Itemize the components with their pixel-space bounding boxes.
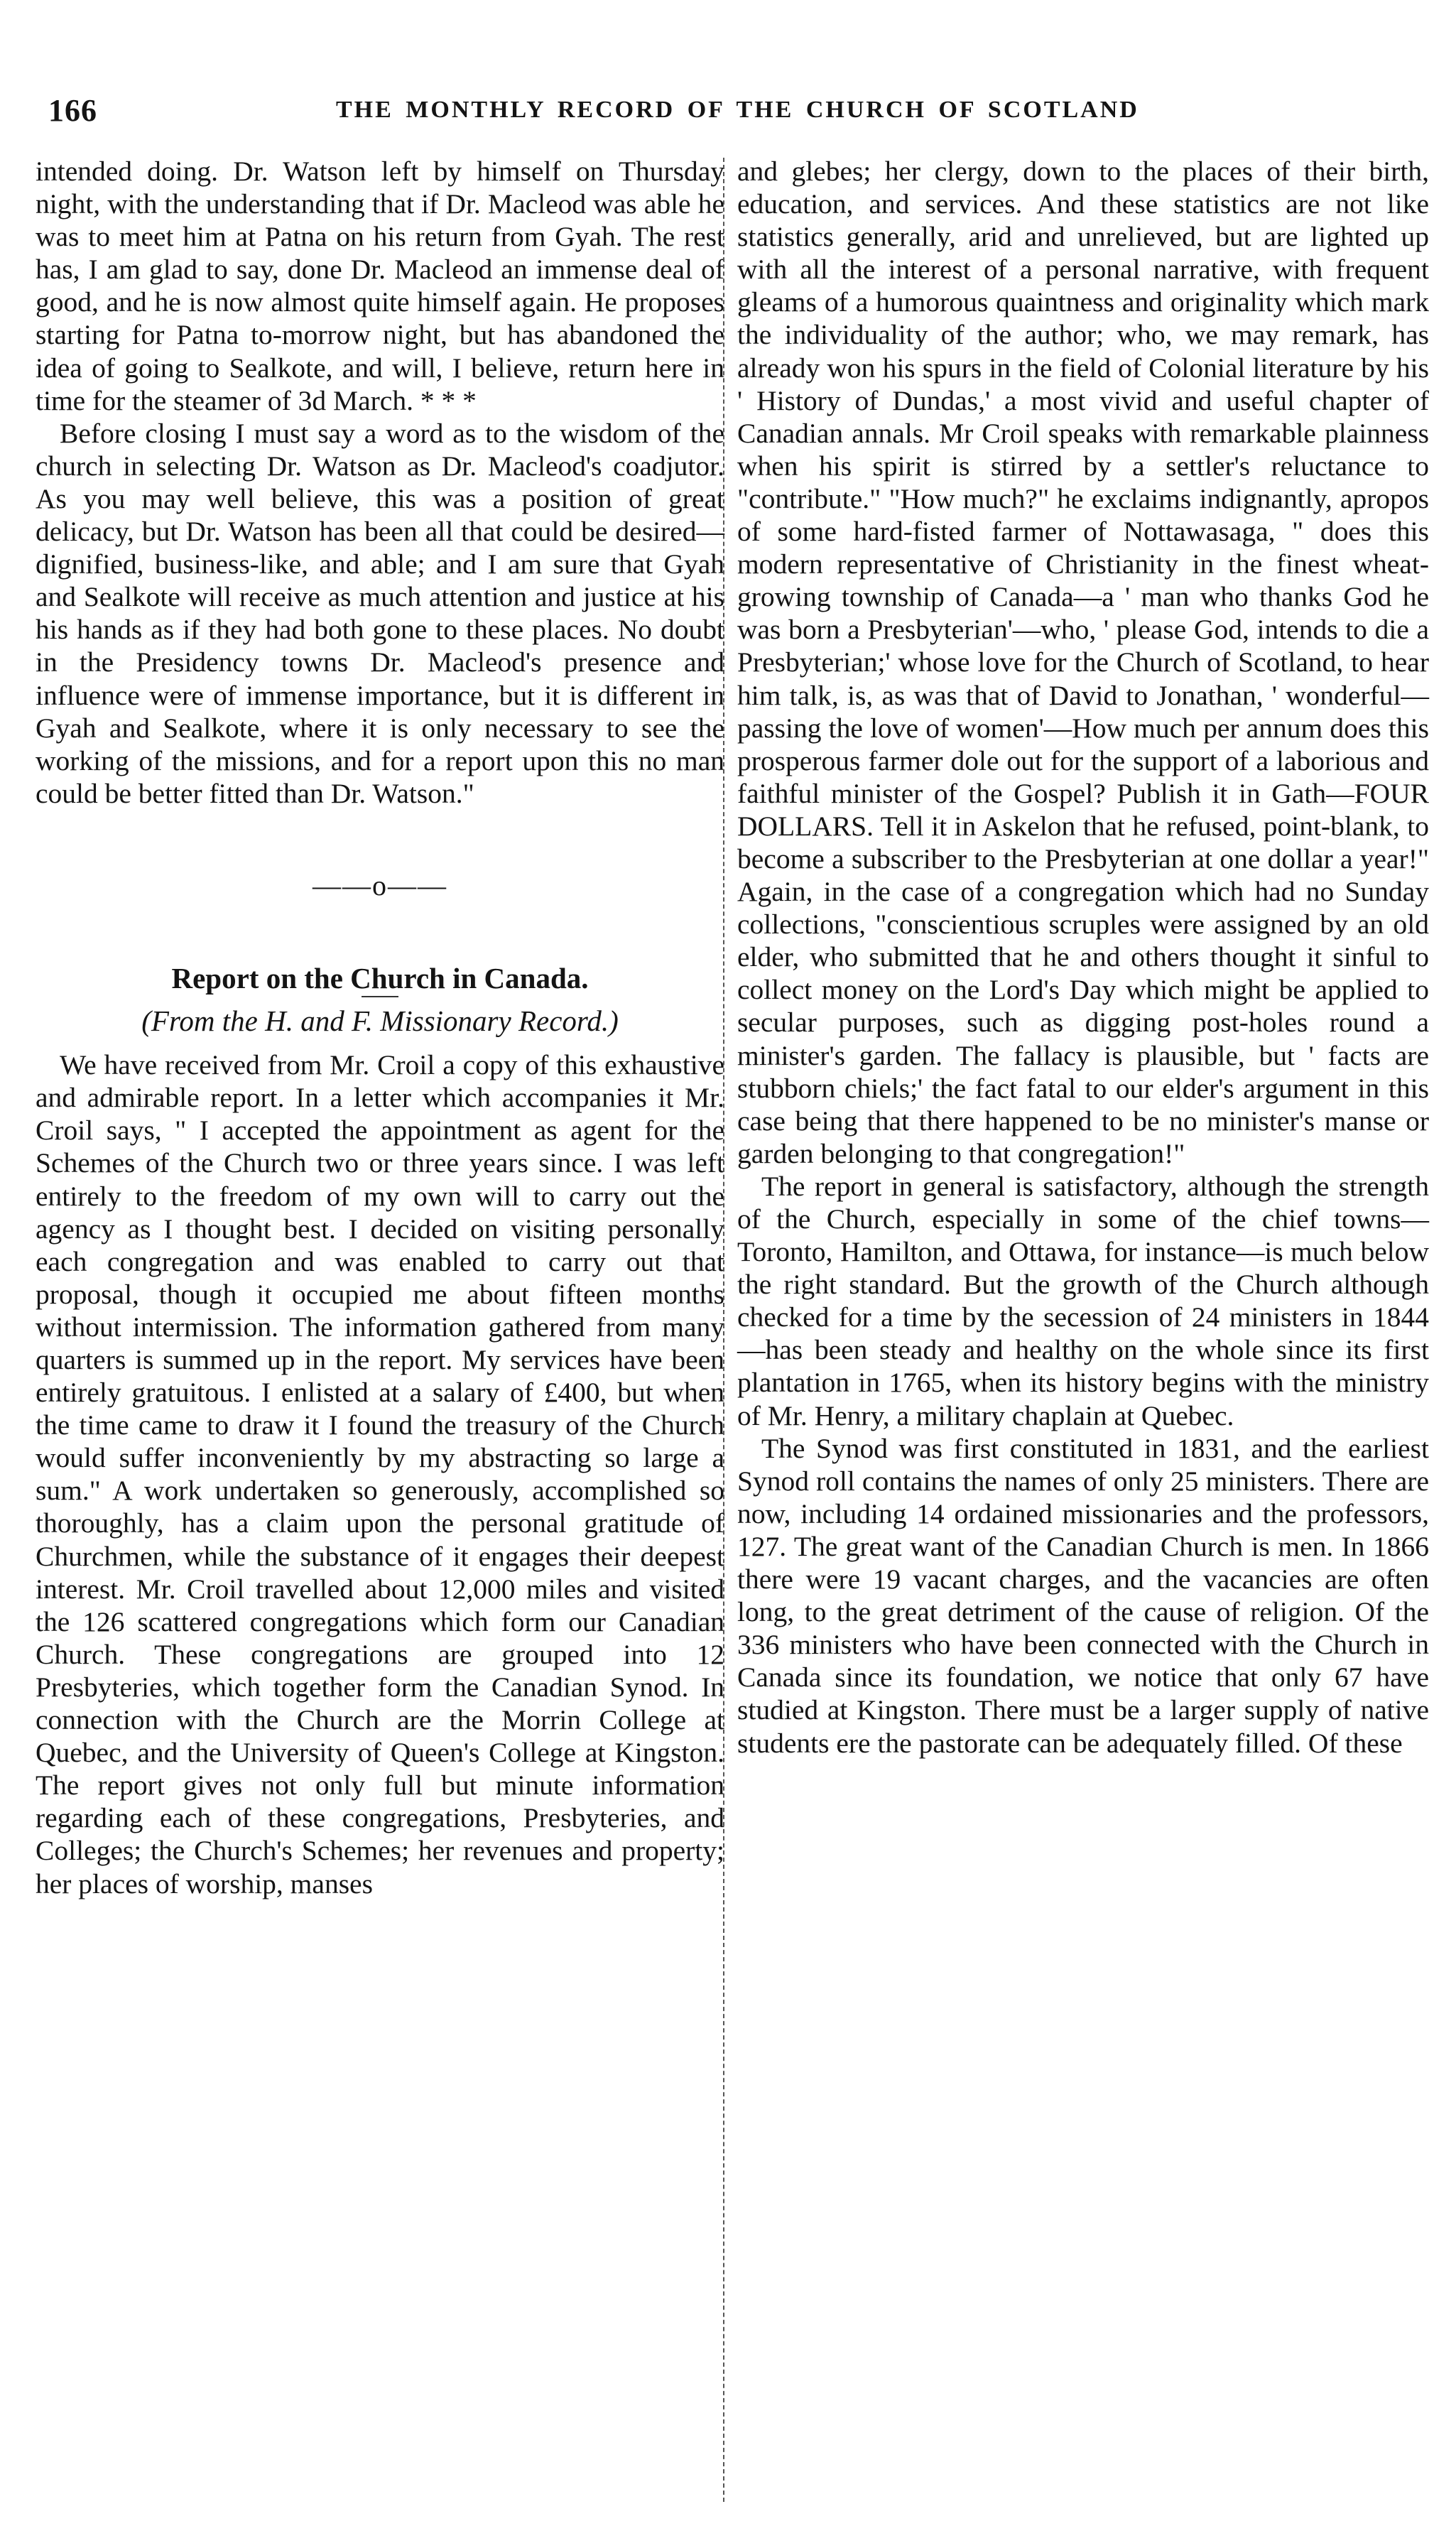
right-paragraph-2: The report in general is satisfactory, although the strength of the Church, especially in some of the chief towns—Toronto, Hamilton, and Ottawa, for instance—is much below the right standard. But the growth of the Church although checked for a time by the secession of 24 ministers in 1844—has been steady and healthy on the whole since its first plantation in 1765, when its history begins with the ministry of Mr. Henry, a military chaplain at Quebec. (737, 1170, 1429, 1431)
section-divider: ——o—— (313, 869, 447, 901)
right-column (737, 155, 1429, 1760)
running-head (48, 92, 1398, 135)
right-paragraph-1: and glebes; her clergy, down to the places of their birth, education, and services. And these statistics are not like statistics generally, arid and unrelieved, but are lighted up with all the interest of a personal narrative, with frequent gleams of a humorous quaintness and originality which mark the individuality of the author; who, we may remark, has already won his spurs in the field of Colonial literature by his ' History of Dundas,' a most vivid and useful chapter of Canadian annals. Mr Croil speaks with remarkable plainness when his spirit is stirred by a settler's reluctance to "contribute." "How much?" he exclaims indignantly, apropos of some hard-fisted farmer of Nottawasaga, " does this modern representative of Christianity in the finest wheat-growing township of Canada—a ' man who thanks God he was born a Presbyterian'—who, ' please God, intends to die a Presbyterian;' whose love for the Church of Scotland, to hear him talk, is, as was that of David to Jonathan, ' wonderful—passing the love of women'—How much per annum does this prosperous farmer dole out for the support of a laborious and faithful minister of the Gospel? Publish it in Gath—FOUR DOLLARS. Tell it in Askelon that he refused, point-blank, to become a subscriber to the Presbyterian at one dollar a year!" Again, in the case of a congregation which had no Sunday collections, "conscientious scruples were assigned by an old elder, who submitted that he and others thought it sinful to collect money on the Lord's Day which might be applied to secular purposes, such as digging post-holes round a minister's garden. The fallacy is plausible, but ' facts are stubborn chiels;' the fact fatal to our elder's argument in this case being that there happened to be no minister's manse or garden belonging to that congregation!" (737, 156, 1429, 1169)
page-number: 166 (48, 93, 97, 128)
title-rule (362, 996, 398, 997)
right-paragraph-3: The Synod was first constituted in 1831, and the earliest Synod roll contains the names of only 25 ministers. There are now, including 14 ordained missionaries and the professors, 127. The great want of the Canadian Church is men. In 1866 there were 19 vacant charges, and the vacancies are often long, to the great detriment of the cause of religion. Of the 336 ministers who have been connected with the Church in Canada since its foundation, we notice that only 67 have studied at Kingston. There must be a larger supply of native students ere the pastorate can be adequately filled. Of these (737, 1432, 1429, 1759)
left-paragraph-1: intended doing. Dr. Watson left by himself on Thursday night, with the understanding that if Dr. Macleod was able he was to meet him at Patna on his return from Gyah. The rest has, I am glad to say, done Dr. Macleod an immense deal of good, and he is now almost quite himself again. He proposes starting for Patna to-morrow night, but has abandoned the idea of going to Sealkote, and will, I believe, return here in time for the steamer of 3d March. * * * (36, 156, 724, 416)
column-rule (723, 158, 724, 2502)
section-source: (From the H. and F. Missionary Record.) (141, 1004, 619, 1038)
left-column (36, 155, 724, 1900)
left-paragraph-3: We have received from Mr. Croil a copy of this exhaustive and admirable report. In a letter which accompanies it Mr. Croil says, " I accepted the appointment as agent for the Schemes of the Church two or three years since. I was left entirely to the freedom of my own will to carry out the agency as I thought best. I decided on visiting personally each congregation and was enabled to carry out that proposal, though it occupied me about fifteen months without intermission. The information gathered from many quarters is summed up in the report. My services have been entirely gratuitous. I enlisted at a salary of £400, but when the time came to draw it I found the treasury of the Church would suffer inconveniently by my abstracting so large a sum." A work undertaken so generously, accomplished so thoroughly, has a claim upon the personal gratitude of Churchmen, while the substance of it engages their deepest interest. Mr. Croil travelled about 12,000 miles and visited the 126 scattered congregations which form our Canadian Church. These congregations are grouped into 12 Presbyteries, which together form the Canadian Synod. In connection with the Church are the Morrin College at Quebec, and the University of Queen's College at Kingston. The report gives not only full but minute information regarding each of these congregations, Presbyteries, and Colleges; the Church's Schemes; her revenues and property; her places of worship, manses (36, 1049, 724, 1899)
section-title: Report on the Church in Canada. (171, 961, 589, 994)
journal-title: THE MONTHLY RECORD OF THE CHURCH OF SCOTLAND (336, 97, 1139, 123)
left-paragraph-2: Before closing I must say a word as to the wisdom of the church in selecting Dr. Watson as Dr. Macleod's coadjutor. As you may well believe, this was a position of great delicacy, but Dr. Watson has been all that could be desired—dignified, business-like, and able; and I am sure that Gyah and Sealkote will receive as much attention and justice at his his hands as if they had both gone to these places. No doubt in the Presidency towns Dr. Macleod's presence and influence were of immense importance, but it is different in Gyah and Sealkote, where it is only necessary to see the working of the missions, and for a report upon this no man could be better fitted than Dr. Watson." (36, 417, 724, 809)
